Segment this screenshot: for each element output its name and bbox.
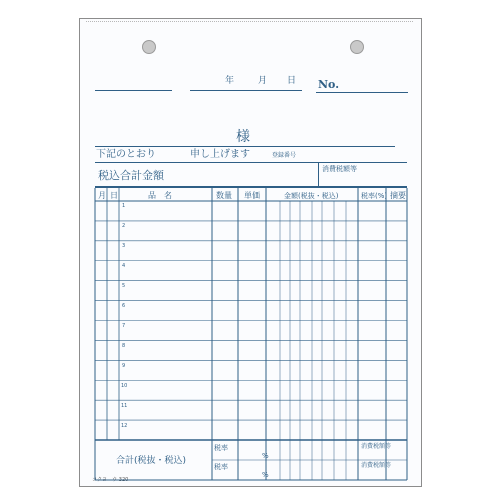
col-unit-price-header: 単価 bbox=[244, 191, 260, 200]
row-number: 12 bbox=[121, 423, 128, 429]
row-number: 5 bbox=[122, 283, 126, 289]
registration-number-label: 登録番号 bbox=[272, 152, 297, 159]
sama-label: 様 bbox=[236, 129, 250, 145]
row-number: 7 bbox=[122, 323, 126, 329]
phrase-left: 下記のとおり bbox=[96, 149, 156, 160]
row-number: 8 bbox=[122, 343, 126, 349]
col-item-header: 品 名 bbox=[148, 191, 172, 200]
percent-label-top: % bbox=[262, 452, 269, 460]
row-number: 9 bbox=[122, 363, 126, 369]
col-quantity-header: 数量 bbox=[216, 191, 232, 200]
product-code: コクヨ ウ-320 bbox=[92, 477, 129, 483]
col-day-header: 日 bbox=[110, 191, 118, 200]
tax-included-total-label: 税込合計金額 bbox=[98, 169, 164, 182]
row-number: 2 bbox=[122, 223, 126, 229]
consumption-tax-label: 消費税額等 bbox=[322, 165, 357, 173]
row-number: 4 bbox=[122, 263, 126, 269]
col-amount-header: 金額(税抜・税込) bbox=[284, 192, 339, 200]
day-label: 日 bbox=[287, 76, 297, 86]
number-label: No. bbox=[318, 78, 340, 91]
row-number: 6 bbox=[122, 303, 126, 309]
col-month-header: 月 bbox=[98, 191, 106, 200]
col-remarks-header: 摘要 bbox=[390, 191, 406, 200]
row-number: 3 bbox=[122, 243, 126, 249]
year-label: 年 bbox=[225, 76, 235, 86]
tax-rate-label-top: 税率 bbox=[214, 444, 228, 452]
percent-label-bottom: % bbox=[262, 471, 269, 479]
month-label: 月 bbox=[258, 76, 268, 86]
row-number: 1 bbox=[122, 203, 126, 209]
footer-tax-label-top: 消費税額等 bbox=[361, 443, 392, 450]
tax-rate-label-bottom: 税率 bbox=[214, 463, 228, 471]
total-label: 合計(税抜・税込) bbox=[116, 456, 187, 466]
row-number: 11 bbox=[121, 403, 128, 409]
footer-tax-label-bottom: 消費税額等 bbox=[361, 462, 392, 469]
col-tax-rate-header: 税率(%) bbox=[361, 192, 388, 200]
row-number: 10 bbox=[121, 383, 128, 389]
phrase-right: 申し上げます bbox=[190, 149, 250, 160]
